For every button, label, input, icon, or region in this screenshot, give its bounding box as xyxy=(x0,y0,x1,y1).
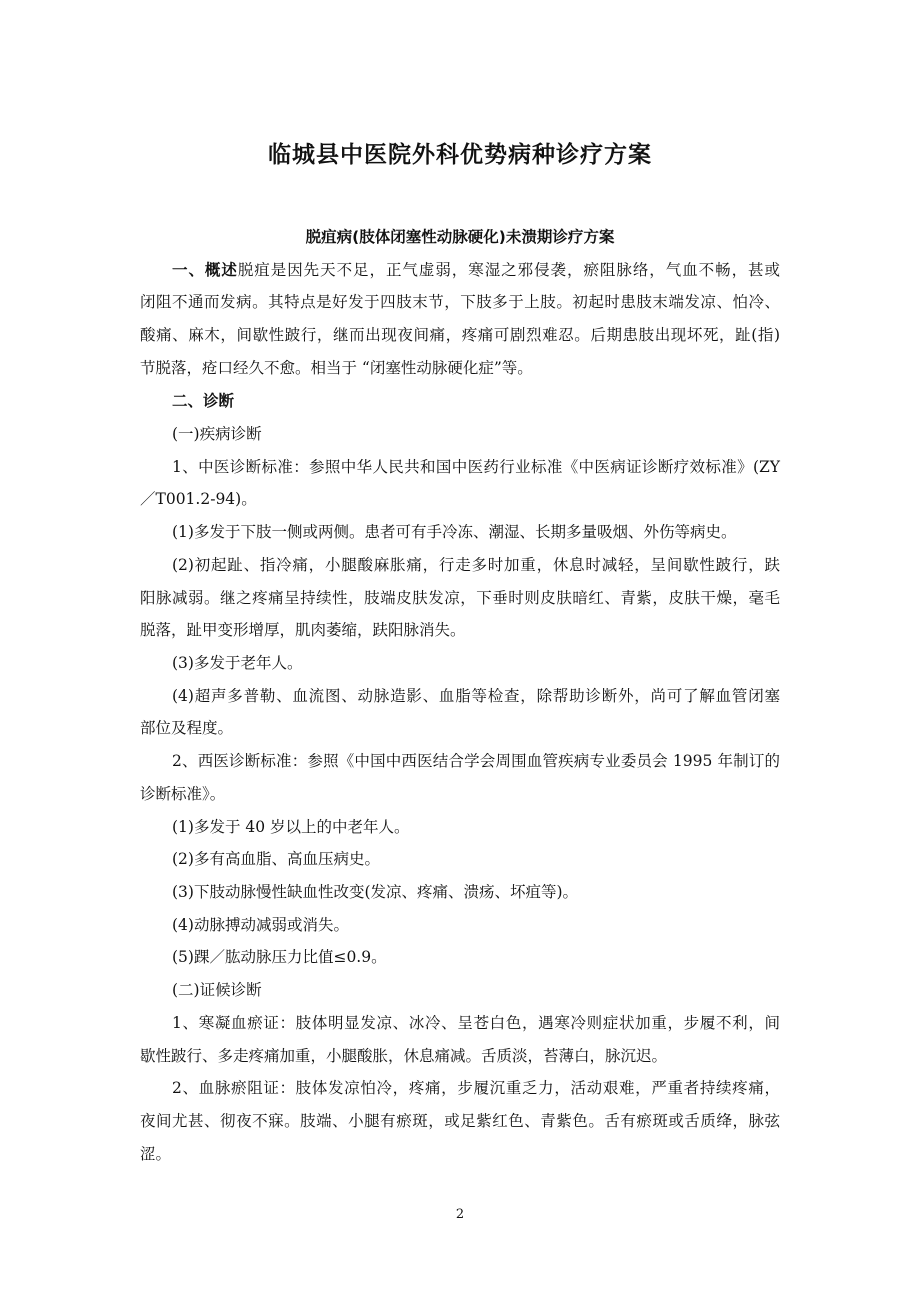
tcm-item: (2)初起趾、指冷痛，小腿酸麻胀痛，行走多时加重，休息时减轻，呈间歇性跛行，趺 xyxy=(172,556,780,574)
syndrome-item-cont: 涩。 xyxy=(140,1145,172,1163)
tcm-standard-line: ／T001.2-94)。 xyxy=(140,490,257,508)
overview-text: 脱疽是因先天不足，正气虚弱，寒湿之邪侵袭，瘀阻脉络，气血不畅，甚或 xyxy=(237,261,780,279)
section-subtitle: 脱疽病(肢体闭塞性动脉硬化)未溃期诊疗方案 xyxy=(305,228,615,246)
overview-line: 酸痛、麻木，间歇性跛行，继而出现夜间痛，疼痛可剧烈难忍。后期患肢出现坏死，趾(指) xyxy=(140,326,780,344)
wm-standard-line: 2、西医诊断标准：参照《中国中西医结合学会周围血管疾病专业委员会 1995 年制订的 xyxy=(172,752,780,770)
wm-item: (1)多发于 40 岁以上的中老年人。 xyxy=(172,818,410,836)
syndrome-item: 1、寒凝血瘀证：肢体明显发凉、冰冷、呈苍白色，遇寒冷则症状加重，步履不利，间 xyxy=(172,1014,780,1032)
overview-line xyxy=(172,260,780,280)
wm-item: (2)多有高血脂、高血压病史。 xyxy=(172,850,380,868)
tcm-item-cont: 阳脉减弱。继之疼痛呈持续性，肢端皮肤发凉，下垂时则皮肤暗红、青紫，皮肤干燥，毫毛 xyxy=(140,589,780,607)
tcm-item: (1)多发于下肢一侧或两侧。患者可有手冷冻、潮湿、长期多量吸烟、外伤等病史。 xyxy=(172,523,737,541)
wm-item: (4)动脉搏动减弱或消失。 xyxy=(172,916,349,934)
syndrome-item-cont: 歇性跛行、多走疼痛加重，小腿酸胀，休息痛减。舌质淡，苔薄白，脉沉迟。 xyxy=(140,1047,668,1065)
tcm-item-cont: 脱落，趾甲变形增厚，肌肉萎缩，趺阳脉消失。 xyxy=(140,621,466,639)
wm-standard-line: 诊断标准》。 xyxy=(140,785,226,803)
document-title: 临城县中医院外科优势病种诊疗方案 xyxy=(268,142,652,168)
disease-dx-heading: (一)疾病诊断 xyxy=(172,425,262,443)
tcm-standard-line: 1、中医诊断标准：参照中华人民共和国中医药行业标准《中医病证诊断疗效标准》(ZY xyxy=(172,458,780,476)
syndrome-item-cont: 夜间尤甚、彻夜不寐。肢端、小腿有瘀斑，或足紫红色、青紫色。舌有瘀斑或舌质绛，脉弦 xyxy=(140,1112,780,1130)
overview-line: 节脱落，疮口经久不愈。相当于 “闭塞性动脉硬化症”等。 xyxy=(140,359,533,377)
syndrome-dx-heading: (二)证候诊断 xyxy=(172,981,262,999)
tcm-item: (4)超声多普勒、血流图、动脉造影、血脂等检查，除帮助诊断外，尚可了解血管闭塞 xyxy=(172,687,780,705)
diagnosis-heading: 二、诊断 xyxy=(172,392,235,410)
syndrome-item: 2、血脉瘀阻证：肢体发凉怕冷，疼痛，步履沉重乏力，活动艰难，严重者持续疼痛， xyxy=(172,1079,780,1097)
wm-item: (5)踝／肱动脉压力比值≤0.9。 xyxy=(172,948,387,966)
tcm-item-cont: 部位及程度。 xyxy=(140,719,234,737)
wm-item: (3)下肢动脉慢性缺血性改变(发凉、疼痛、溃疡、坏疽等)。 xyxy=(172,883,579,901)
overview-heading: 一、概述 xyxy=(172,261,238,279)
overview-line: 闭阻不通而发病。其特点是好发于四肢末节，下肢多于上肢。初起时患肢末端发凉、怕冷、 xyxy=(140,293,780,311)
tcm-item: (3)多发于老年人。 xyxy=(172,654,303,672)
page-number: 2 xyxy=(455,1207,465,1222)
